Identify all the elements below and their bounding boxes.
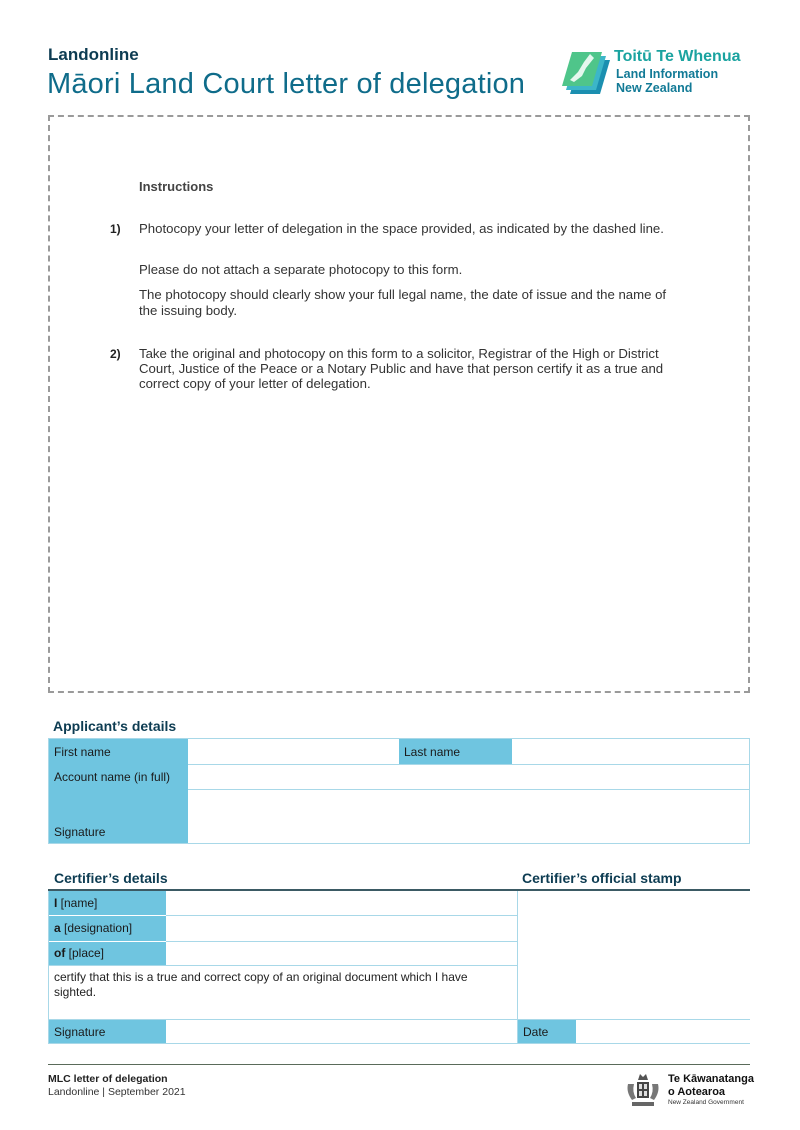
logo-line2: Land Information (616, 67, 719, 81)
certifier-designation-label-rest: [designation] (60, 921, 133, 935)
certifier-place-label-rest: [place] (65, 946, 105, 960)
first-name-input[interactable] (188, 739, 399, 764)
footer-rule (48, 1064, 750, 1065)
page-title: Māori Land Court letter of delegation (47, 68, 526, 100)
stamp-section-title: Certifier’s official stamp (522, 870, 682, 886)
applicant-table (48, 738, 750, 844)
photocopy-area (48, 115, 750, 693)
certifier-name-input[interactable] (166, 891, 517, 915)
instruction-1-para-1: Photocopy your letter of delegation in the space provided, as indicated by the dashed line. (139, 221, 664, 236)
certifier-signature-field[interactable] (166, 1020, 517, 1043)
last-name-input[interactable] (512, 739, 749, 764)
footer-subtitle: Landonline | September 2021 (48, 1086, 186, 1098)
official-stamp-area[interactable] (518, 891, 750, 1019)
certifier-name-label-rest: [name] (57, 896, 98, 910)
date-label: Date (518, 1020, 576, 1043)
nz-government-logo (622, 1070, 752, 1110)
certifier-place-label-bold: of (54, 946, 66, 960)
certifier-name-label (49, 891, 166, 915)
certifier-table (48, 891, 750, 1044)
instruction-number-2: 2) (110, 347, 121, 361)
certifier-place-label (49, 942, 166, 965)
applicant-signature-label: Signature (54, 825, 106, 839)
row-divider (49, 965, 517, 966)
linz-logo (560, 48, 760, 96)
account-name-input[interactable] (188, 765, 749, 789)
certifier-designation-input[interactable] (166, 916, 517, 941)
first-name-label: First name (54, 745, 111, 759)
applicant-signature-field[interactable] (188, 790, 749, 843)
applicant-section-title: Applicant’s details (53, 718, 177, 734)
gov-logo-line1: Te Kāwanatanga (668, 1073, 754, 1085)
certifier-name-label-bold: I (54, 896, 58, 910)
logo-line3: New Zealand (616, 81, 693, 95)
footer-title: MLC letter of delegation (48, 1073, 168, 1085)
instruction-2-para-1: Take the original and photocopy on this form to a solicitor, Registrar of the High or District Court, Justice of the Peace or a Notary Public and have that person certify it as a true and correct copy of your letter of delegation. (139, 346, 664, 391)
certifier-section-title: Certifier’s details (54, 870, 168, 886)
header-subtitle: Landonline (48, 45, 139, 64)
nz-coat-of-arms-icon (622, 1070, 664, 1110)
instruction-1-para-2: Please do not attach a separate photocopy to this form. (139, 262, 463, 277)
linz-map-logo-icon (560, 48, 612, 96)
certifier-signature-label: Signature (49, 1020, 166, 1043)
account-name-label: Account name (in full) (54, 770, 171, 784)
logo-line1: Toitū Te Whenua (614, 48, 741, 65)
gov-logo-line2: o Aotearoa (668, 1086, 726, 1098)
instruction-1-para-3: The photocopy should clearly show your full legal name, the date of issue and the name of the issuing body. (139, 287, 667, 318)
last-name-label: Last name (399, 739, 512, 764)
certifier-designation-label (49, 916, 166, 941)
certifier-place-input[interactable] (166, 942, 517, 965)
date-input[interactable] (576, 1020, 750, 1043)
gov-logo-line3: New Zealand Government (668, 1099, 744, 1106)
instruction-number-1: 1) (110, 222, 121, 236)
certification-statement: certify that this is a true and correct copy of an original document which I have sighted. (54, 970, 468, 999)
instructions-heading: Instructions (139, 179, 214, 194)
certifier-designation-label-bold: a (54, 921, 61, 935)
